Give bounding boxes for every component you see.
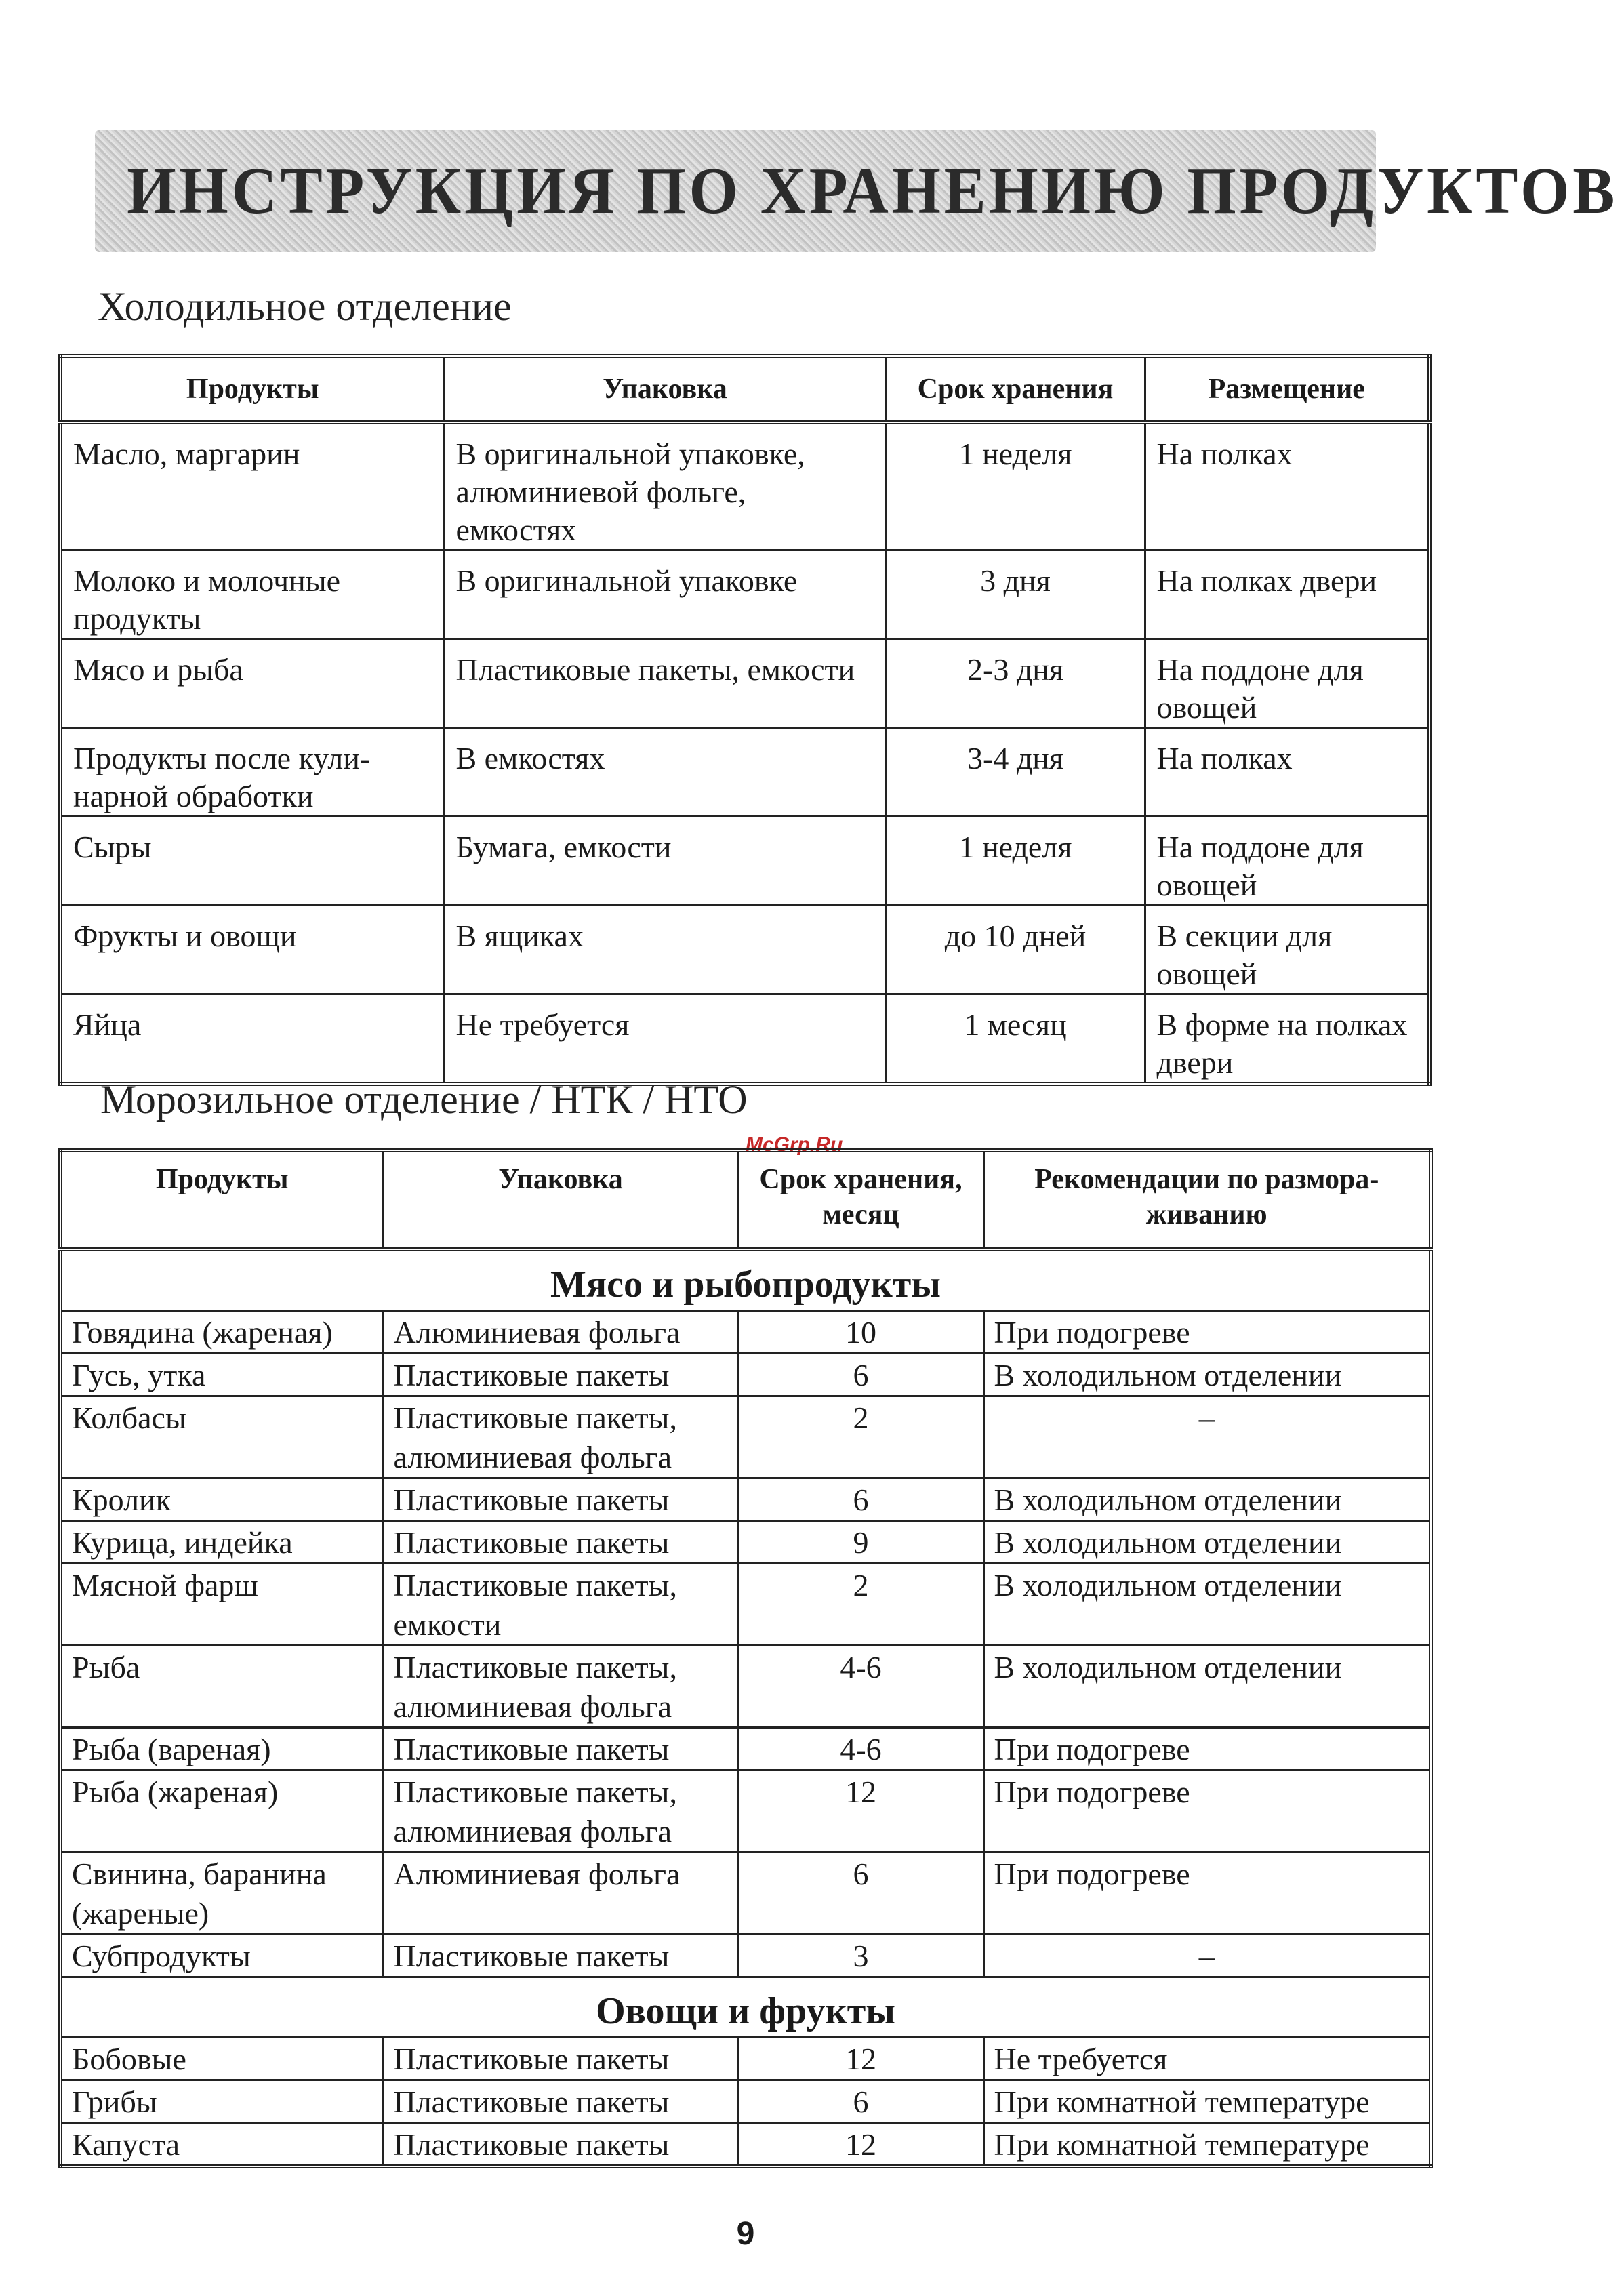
meat-row-cell: В холодильном отделении xyxy=(983,1478,1431,1521)
veg-row-cell: При комнатной температуре xyxy=(983,2123,1431,2167)
fridge-row-cell: Молоко и молочные продукты xyxy=(60,550,444,639)
freezer-section-title: Морозильное отделение / НТК / НТО xyxy=(100,1077,748,1122)
meat-row xyxy=(60,1728,1431,1771)
fridge-row-cell: В емкостях xyxy=(444,728,886,817)
meat-row-cell: Рыба (вареная) xyxy=(60,1728,383,1771)
meat-row-cell: – xyxy=(983,1935,1431,1977)
fridge-row-cell: На поддоне для овощей xyxy=(1145,817,1429,906)
fridge-row-cell: В оригинальной упаковке xyxy=(444,550,886,639)
meat-row xyxy=(60,1521,1431,1564)
fridge-row-cell: Фрукты и овощи xyxy=(60,906,444,994)
freezer-header-row xyxy=(60,1150,1431,1249)
meat-row xyxy=(60,1354,1431,1396)
fridge-row-cell: В ящиках xyxy=(444,906,886,994)
meat-row xyxy=(60,1311,1431,1354)
fridge-header-row xyxy=(60,356,1429,422)
fridge-header-products: Продукты xyxy=(60,356,444,422)
fridge-row-cell: Пластиковые пакеты, емкости xyxy=(444,639,886,728)
veg-row-cell: 12 xyxy=(738,2123,983,2167)
veg-row-cell: 12 xyxy=(738,2038,983,2080)
meat-row-cell: 6 xyxy=(738,1853,983,1935)
fridge-header-placement: Размещение xyxy=(1145,356,1429,422)
meat-row-cell: При подогреве xyxy=(983,1728,1431,1771)
meat-row-cell: Пластиковые пакеты xyxy=(383,1521,738,1564)
meat-row-cell: Кролик xyxy=(60,1478,383,1521)
veg-group-heading-row xyxy=(60,1977,1431,2038)
meat-row-cell: Пластиковые пакеты, алюминиевая фольга xyxy=(383,1646,738,1728)
meat-row-cell: – xyxy=(983,1396,1431,1478)
fridge-row xyxy=(60,422,1429,550)
fridge-row-cell: Бумага, емкости xyxy=(444,817,886,906)
meat-row-cell: При подогреве xyxy=(983,1311,1431,1354)
meat-row-cell: 2 xyxy=(738,1396,983,1478)
fridge-row xyxy=(60,994,1429,1085)
meat-row-cell: Пластиковые пакеты, емкости xyxy=(383,1564,738,1646)
meat-row-cell: Свинина, баранина (жареные) xyxy=(60,1853,383,1935)
fridge-row-cell: Продукты после кули-нарной обработки xyxy=(60,728,444,817)
fridge-row-cell: Сыры xyxy=(60,817,444,906)
meat-row xyxy=(60,1771,1431,1853)
fridge-row-cell: В секции для овощей xyxy=(1145,906,1429,994)
veg-row xyxy=(60,2080,1431,2123)
fridge-row-cell: 1 неделя xyxy=(886,817,1145,906)
meat-row-cell: 6 xyxy=(738,1478,983,1521)
meat-row-cell: Колбасы xyxy=(60,1396,383,1478)
meat-row-cell: 6 xyxy=(738,1354,983,1396)
veg-row-cell: Не требуется xyxy=(983,2038,1431,2080)
fridge-section-title: Холодильное отделение xyxy=(98,284,512,329)
meat-row-cell: При подогреве xyxy=(983,1853,1431,1935)
meat-row-cell: В холодильном отделении xyxy=(983,1564,1431,1646)
meat-row-cell: Рыба xyxy=(60,1646,383,1728)
fridge-header-packaging: Упаковка xyxy=(444,356,886,422)
meat-row-cell: Гусь, утка xyxy=(60,1354,383,1396)
meat-row-cell: 3 xyxy=(738,1935,983,1977)
fridge-row xyxy=(60,639,1429,728)
meat-row xyxy=(60,1396,1431,1478)
veg-row-cell: Грибы xyxy=(60,2080,383,2123)
watermark: McGrp.Ru xyxy=(746,1133,843,1156)
meat-row-cell: Алюминиевая фольга xyxy=(383,1853,738,1935)
fridge-row-cell: 3 дня xyxy=(886,550,1145,639)
meat-row-cell: При подогреве xyxy=(983,1771,1431,1853)
fridge-table xyxy=(58,354,1432,1086)
veg-row xyxy=(60,2123,1431,2167)
fridge-row-cell: На полках xyxy=(1145,728,1429,817)
fridge-row-cell: На полках xyxy=(1145,422,1429,550)
fridge-row xyxy=(60,817,1429,906)
meat-row-cell: Курица, индейка xyxy=(60,1521,383,1564)
fridge-row-cell: На полках двери xyxy=(1145,550,1429,639)
meat-row-cell: В холодильном отделении xyxy=(983,1646,1431,1728)
meat-row-cell: Пластиковые пакеты xyxy=(383,1935,738,1977)
meat-row-cell: Пластиковые пакеты xyxy=(383,1354,738,1396)
veg-group-heading: Овощи и фрукты xyxy=(60,1977,1431,2038)
meat-row-cell: Пластиковые пакеты, алюминиевая фольга xyxy=(383,1771,738,1853)
meat-row-cell: Алюминиевая фольга xyxy=(383,1311,738,1354)
freezer-header-storage-time: Срок хранения, месяц xyxy=(738,1150,983,1249)
fridge-row xyxy=(60,550,1429,639)
meat-row-cell: 4-6 xyxy=(738,1646,983,1728)
fridge-row xyxy=(60,906,1429,994)
meat-row xyxy=(60,1564,1431,1646)
fridge-row-cell: В форме на полках двери xyxy=(1145,994,1429,1085)
meat-row xyxy=(60,1935,1431,1977)
fridge-row-cell: Мясо и рыба xyxy=(60,639,444,728)
fridge-row-cell: В оригинальной упаковке, алюминиевой фольге, емкостях xyxy=(444,422,886,550)
freezer-header-thawing: Рекомендации по размора-живанию xyxy=(983,1150,1431,1249)
veg-row-cell: 6 xyxy=(738,2080,983,2123)
fridge-row-cell: 1 неделя xyxy=(886,422,1145,550)
meat-row-cell: 9 xyxy=(738,1521,983,1564)
fridge-row xyxy=(60,728,1429,817)
fridge-row-cell: Не требуется xyxy=(444,994,886,1085)
meat-row-cell: Субпродукты xyxy=(60,1935,383,1977)
meat-row-cell: 10 xyxy=(738,1311,983,1354)
meat-row xyxy=(60,1478,1431,1521)
meat-row xyxy=(60,1853,1431,1935)
freezer-header-products: Продукты xyxy=(60,1150,383,1249)
freezer-header-packaging: Упаковка xyxy=(383,1150,738,1249)
meat-row-cell: Пластиковые пакеты xyxy=(383,1478,738,1521)
veg-row-cell: Капуста xyxy=(60,2123,383,2167)
fridge-row-cell: На поддоне для овощей xyxy=(1145,639,1429,728)
meat-row-cell: Пластиковые пакеты xyxy=(383,1728,738,1771)
freezer-table xyxy=(58,1148,1433,2168)
meat-row-cell: 2 xyxy=(738,1564,983,1646)
meat-group-heading-row xyxy=(60,1249,1431,1311)
meat-row-cell: Рыба (жареная) xyxy=(60,1771,383,1853)
meat-row-cell: Говядина (жареная) xyxy=(60,1311,383,1354)
meat-group-heading: Мясо и рыбопродукты xyxy=(60,1249,1431,1311)
meat-row xyxy=(60,1646,1431,1728)
page-number: 9 xyxy=(736,2216,755,2252)
veg-row-cell: При комнатной температуре xyxy=(983,2080,1431,2123)
meat-row-cell: Пластиковые пакеты, алюминиевая фольга xyxy=(383,1396,738,1478)
veg-row-cell: Бобовые xyxy=(60,2038,383,2080)
fridge-row-cell: 3-4 дня xyxy=(886,728,1145,817)
fridge-row-cell: Яйца xyxy=(60,994,444,1085)
veg-row xyxy=(60,2038,1431,2080)
meat-row-cell: 12 xyxy=(738,1771,983,1853)
veg-row-cell: Пластиковые пакеты xyxy=(383,2038,738,2080)
meat-row-cell: В холодильном отделении xyxy=(983,1354,1431,1396)
meat-row-cell: 4-6 xyxy=(738,1728,983,1771)
fridge-row-cell: 1 месяц xyxy=(886,994,1145,1085)
page-title: ИНСТРУКЦИЯ ПО ХРАНЕНИЮ ПРОДУКТОВ xyxy=(127,155,1619,228)
fridge-row-cell: 2-3 дня xyxy=(886,639,1145,728)
meat-row-cell: Мясной фарш xyxy=(60,1564,383,1646)
fridge-header-storage-time: Срок хранения xyxy=(886,356,1145,422)
fridge-row-cell: Масло, маргарин xyxy=(60,422,444,550)
meat-row-cell: В холодильном отделении xyxy=(983,1521,1431,1564)
fridge-row-cell: до 10 дней xyxy=(886,906,1145,994)
veg-row-cell: Пластиковые пакеты xyxy=(383,2080,738,2123)
veg-row-cell: Пластиковые пакеты xyxy=(383,2123,738,2167)
